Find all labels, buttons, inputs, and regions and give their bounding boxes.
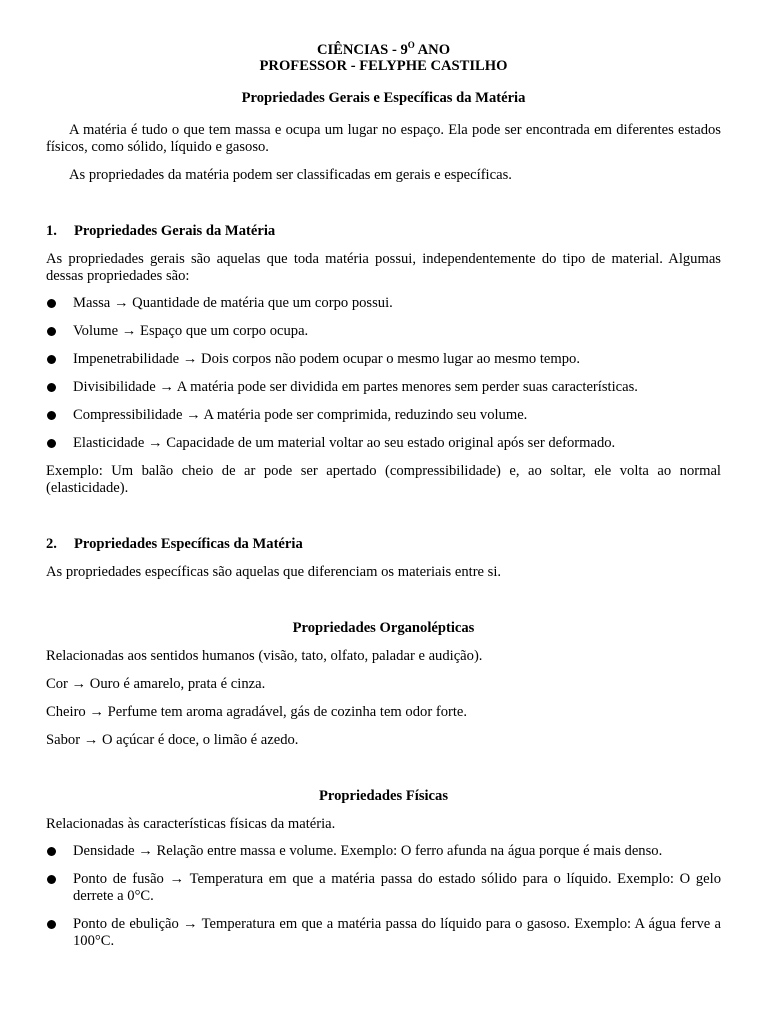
subject-header-suffix: ANO [414, 42, 451, 58]
section-2-heading [46, 536, 721, 553]
physical-heading: Propriedades Físicas [318, 788, 449, 804]
intro-paragraph-2: As propriedades da matéria podem ser classificadas em gerais e específicas. [69, 167, 512, 183]
bullet-icon [46, 351, 73, 368]
list-item [46, 916, 721, 950]
list-item-text: Ponto de fusão → Temperatura em que a matéria passa do estado sólido para o líquido. Exemplo: O gelo derrete a 0°C. [73, 871, 721, 904]
list-item [46, 843, 721, 860]
list-item-text: Divisibilidade → A matéria pode ser dividida em partes menores sem perder suas características. [73, 379, 638, 395]
section-1-heading [46, 223, 721, 240]
teacher-header: PROFESSOR - FELYPHE CASTILHO [259, 58, 508, 74]
section-1-intro: As propriedades gerais são aquelas que toda matéria possui, independentemente do tipo de material. Algumas dessas propriedades são: [46, 251, 721, 284]
organoleptic-taste: Sabor → O açúcar é doce, o limão é azedo. [46, 732, 299, 748]
intro-paragraph-1: A matéria é tudo o que tem massa e ocupa um lugar no espaço. Ela pode ser encontrada em diferentes estados físicos, como sólido, líquido e gasoso. [46, 122, 721, 155]
list-item [46, 323, 721, 340]
list-item-text: Compressibilidade → A matéria pode ser comprimida, reduzindo seu volume. [73, 407, 528, 423]
section-2-title: Propriedades Específicas da Matéria [74, 536, 303, 552]
organoleptic-description: Relacionadas aos sentidos humanos (visão, tato, olfato, paladar e audição). [46, 648, 483, 664]
document-page [46, 42, 721, 950]
section-1-title: Propriedades Gerais da Matéria [74, 223, 276, 239]
bullet-icon [46, 379, 73, 396]
general-properties-list [46, 295, 721, 452]
section-1-number: 1. [46, 223, 57, 239]
subject-header [46, 42, 721, 58]
bullet-icon [46, 871, 73, 888]
document-title: Propriedades Gerais e Específicas da Matéria [241, 90, 526, 106]
list-item [46, 379, 721, 396]
bullet-icon [46, 843, 73, 860]
list-item-text: Massa → Quantidade de matéria que um corpo possui. [73, 295, 393, 311]
list-item-text: Ponto de ebulição → Temperatura em que a matéria passa do líquido para o gasoso. Exemplo: A água ferve a 100°C. [73, 916, 721, 949]
grade-superscript: O [407, 40, 415, 51]
physical-properties-list [46, 843, 721, 950]
list-item [46, 351, 721, 368]
organoleptic-color: Cor → Ouro é amarelo, prata é cinza. [46, 676, 266, 692]
list-item-text: Densidade → Relação entre massa e volume. Exemplo: O ferro afunda na água porque é mais denso. [73, 843, 663, 859]
bullet-icon [46, 295, 73, 312]
physical-description: Relacionadas às características físicas da matéria. [46, 816, 336, 832]
list-item-text: Impenetrabilidade → Dois corpos não podem ocupar o mesmo lugar ao mesmo tempo. [73, 351, 581, 367]
organoleptic-heading: Propriedades Organolépticas [292, 620, 475, 636]
bullet-icon [46, 407, 73, 424]
section-2-number: 2. [46, 536, 57, 552]
section-2-intro: As propriedades específicas são aquelas que diferenciam os materiais entre si. [46, 564, 502, 580]
bullet-icon [46, 916, 73, 933]
list-item [46, 295, 721, 312]
bullet-icon [46, 323, 73, 340]
subject-header-text: CIÊNCIAS - 9 [316, 42, 408, 58]
list-item [46, 435, 721, 452]
list-item-text: Elasticidade → Capacidade de um material voltar ao seu estado original após ser deformado. [73, 435, 616, 451]
bullet-icon [46, 435, 73, 452]
section-1-example: Exemplo: Um balão cheio de ar pode ser apertado (compressibilidade) e, ao soltar, ele volta ao normal (elasticidade). [46, 463, 721, 496]
list-item-text: Volume → Espaço que um corpo ocupa. [73, 323, 309, 339]
list-item [46, 871, 721, 905]
list-item [46, 407, 721, 424]
organoleptic-smell: Cheiro → Perfume tem aroma agradável, gás de cozinha tem odor forte. [46, 704, 468, 720]
